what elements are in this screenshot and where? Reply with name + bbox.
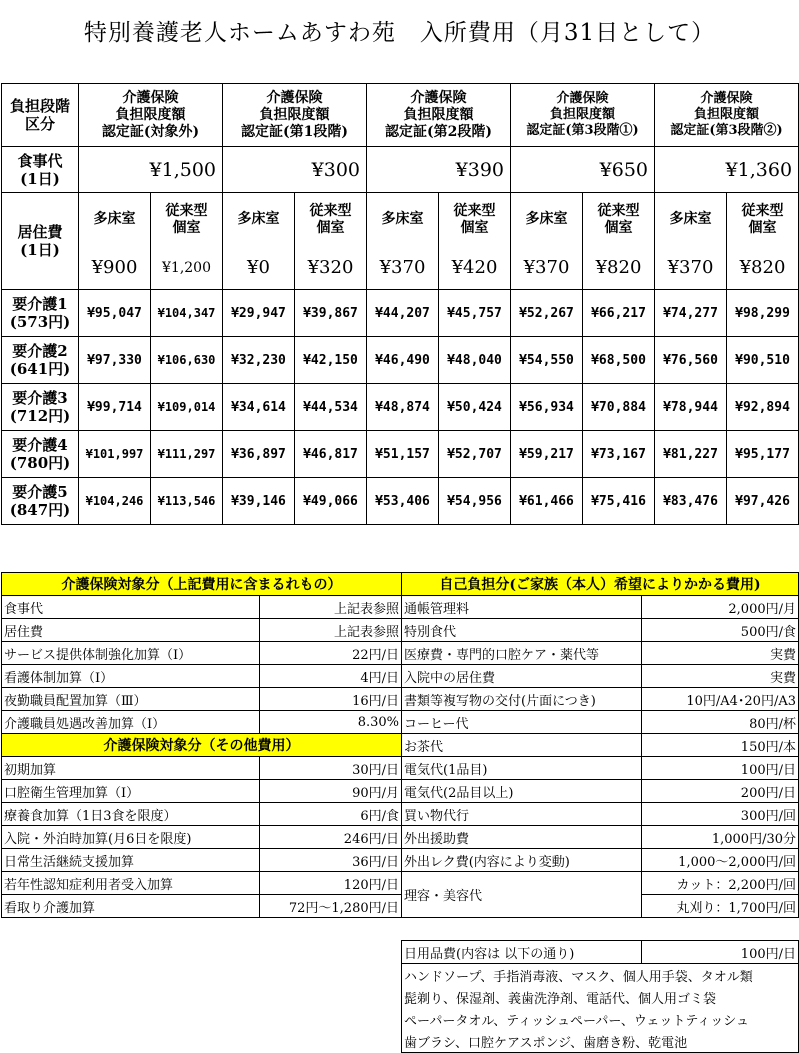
care-value: ¥36,897 bbox=[223, 431, 295, 478]
care-value: ¥70,884 bbox=[583, 384, 655, 431]
room-value: ¥370 bbox=[655, 247, 727, 290]
item-amount: 2,000円/月 bbox=[642, 596, 799, 619]
care-row bbox=[2, 337, 799, 384]
item-name: 介護職員処遇改善加算（Ⅰ） bbox=[2, 711, 260, 734]
care-value: ¥83,476 bbox=[655, 478, 727, 525]
item-name: 書類等複写物の交付(片面につき) bbox=[402, 688, 642, 711]
item-amount: 丸刈り：1,700円/回 bbox=[642, 895, 799, 918]
item-name: 夜勤職員配置加算（Ⅲ） bbox=[2, 688, 260, 711]
care-value: ¥97,330 bbox=[79, 337, 151, 384]
self-pay-table bbox=[401, 572, 799, 1053]
item-amount: 120円/日 bbox=[260, 872, 402, 895]
care-value: ¥73,167 bbox=[583, 431, 655, 478]
room-type-private bbox=[151, 193, 223, 247]
care-value: ¥45,757 bbox=[439, 290, 511, 337]
care-level-line: (641円) bbox=[9, 360, 71, 378]
item-name: 医療費・専門的口腔ケア・薬代等 bbox=[402, 642, 642, 665]
room-type-line: 従来型 bbox=[165, 202, 208, 219]
care-value: ¥54,956 bbox=[439, 478, 511, 525]
item-amount: 200円/日 bbox=[642, 780, 799, 803]
daily-item-line: 歯ブラシ、口腔ケアスポンジ、歯磨き粉、乾電池 bbox=[402, 1030, 799, 1053]
care-level-label bbox=[2, 384, 79, 431]
section-header: 自己負担分(ご家族（本人）希望によりかかる費用) bbox=[402, 573, 799, 596]
item-name: 特別食代 bbox=[402, 619, 642, 642]
item-name: 初期加算 bbox=[2, 757, 260, 780]
col-header-line: 認定証(対象外) bbox=[101, 123, 200, 140]
fee-table bbox=[1, 83, 799, 525]
room-type-line: 個室 bbox=[604, 219, 633, 236]
care-value: ¥101,997 bbox=[79, 431, 151, 478]
care-level-label bbox=[2, 478, 79, 525]
care-value: ¥68,500 bbox=[583, 337, 655, 384]
item-name: 日常生活継続支援加算 bbox=[2, 849, 260, 872]
room-type-line: 個室 bbox=[460, 219, 489, 236]
page-title: 特別養護老人ホームあすわ苑 入所費用（月31日として） bbox=[83, 20, 716, 46]
col-header-line: 負担限度額 bbox=[550, 107, 616, 122]
care-value: ¥74,277 bbox=[655, 290, 727, 337]
care-row bbox=[2, 478, 799, 525]
item-amount: 90円/月 bbox=[260, 780, 402, 803]
care-level-label bbox=[2, 431, 79, 478]
item-name: 若年性認知症利用者受入加算 bbox=[2, 872, 260, 895]
meal-label bbox=[2, 147, 79, 193]
room-type-line: 従来型 bbox=[309, 202, 352, 219]
care-level-line: 要介護3 bbox=[12, 389, 68, 407]
item-name: 入院・外泊時加算(月6日を限度) bbox=[2, 826, 260, 849]
corner-line: 区分 bbox=[24, 115, 55, 133]
item-amount: 実費 bbox=[642, 665, 799, 688]
care-row bbox=[2, 431, 799, 478]
room-type-multi: 多床室 bbox=[655, 193, 727, 247]
care-value: ¥59,217 bbox=[511, 431, 583, 478]
care-value: ¥46,817 bbox=[295, 431, 367, 478]
care-value: ¥39,146 bbox=[223, 478, 295, 525]
care-value: ¥54,550 bbox=[511, 337, 583, 384]
care-value: ¥113,546 bbox=[151, 478, 223, 525]
care-value: ¥66,217 bbox=[583, 290, 655, 337]
room-type-line: 従来型 bbox=[741, 202, 784, 219]
spacer bbox=[402, 918, 642, 941]
col-header-line: 負担限度額 bbox=[694, 107, 760, 122]
col-header-line: 負担限度額 bbox=[115, 106, 186, 123]
room-value: ¥1,200 bbox=[151, 247, 223, 290]
item-name: 看護体制加算（Ⅰ） bbox=[2, 665, 260, 688]
care-value: ¥109,014 bbox=[151, 384, 223, 431]
item-name: コーヒー代 bbox=[402, 711, 642, 734]
corner-line: 負担段階 bbox=[9, 97, 70, 115]
care-value: ¥78,944 bbox=[655, 384, 727, 431]
care-row bbox=[2, 384, 799, 431]
insurance-covered-table bbox=[1, 572, 402, 918]
room-type-multi: 多床室 bbox=[223, 193, 295, 247]
item-amount: 80円/杯 bbox=[642, 711, 799, 734]
col-header bbox=[223, 84, 367, 147]
care-value: ¥81,227 bbox=[655, 431, 727, 478]
care-value: ¥95,177 bbox=[727, 431, 799, 478]
col-header-line: 介護保険 bbox=[122, 89, 179, 106]
care-value: ¥53,406 bbox=[367, 478, 439, 525]
care-value: ¥49,066 bbox=[295, 478, 367, 525]
care-value: ¥44,207 bbox=[367, 290, 439, 337]
item-amount: 上記表参照 bbox=[260, 596, 402, 619]
care-value: ¥48,874 bbox=[367, 384, 439, 431]
item-amount: 1,000～2,000円/回 bbox=[642, 849, 799, 872]
care-value: ¥48,040 bbox=[439, 337, 511, 384]
room-type-multi: 多床室 bbox=[367, 193, 439, 247]
care-level-line: 要介護2 bbox=[12, 342, 68, 360]
item-name: 日用品費(内容は 以下の通り) bbox=[402, 941, 642, 964]
room-type-private bbox=[295, 193, 367, 247]
room-type-line: 従来型 bbox=[597, 202, 640, 219]
item-amount: カット：2,200円/回 bbox=[642, 872, 799, 895]
meal-value: ¥300 bbox=[223, 147, 367, 193]
item-amount: 30円/日 bbox=[260, 757, 402, 780]
room-value: ¥320 bbox=[295, 247, 367, 290]
item-name: 食事代 bbox=[2, 596, 260, 619]
item-amount: 100円/日 bbox=[642, 941, 799, 964]
room-type-private bbox=[727, 193, 799, 247]
care-level-line: (712円) bbox=[9, 407, 71, 425]
meal-value: ¥650 bbox=[511, 147, 655, 193]
item-name: 電気代(2品目以上) bbox=[402, 780, 642, 803]
item-amount: 1,000円/30分 bbox=[642, 826, 799, 849]
care-value: ¥42,150 bbox=[295, 337, 367, 384]
spacer bbox=[642, 918, 799, 941]
section-header: 介護保険対象分（上記費用に含まるれもの） bbox=[2, 573, 402, 596]
room-type-line: 従来型 bbox=[453, 202, 496, 219]
care-value: ¥52,267 bbox=[511, 290, 583, 337]
item-amount: 72円～1,280円/日 bbox=[260, 895, 402, 918]
care-value: ¥34,614 bbox=[223, 384, 295, 431]
room-type-line: 個室 bbox=[316, 219, 345, 236]
care-value: ¥61,466 bbox=[511, 478, 583, 525]
room-value: ¥370 bbox=[367, 247, 439, 290]
item-amount: 上記表参照 bbox=[260, 619, 402, 642]
room-value: ¥820 bbox=[583, 247, 655, 290]
item-amount: 実費 bbox=[642, 642, 799, 665]
care-value: ¥99,714 bbox=[79, 384, 151, 431]
item-amount: 500円/食 bbox=[642, 619, 799, 642]
item-name: 療養食加算（1日3食を限度） bbox=[2, 803, 260, 826]
item-amount: 10円/A4･20円/A3 bbox=[642, 688, 799, 711]
col-header-line: 認定証(第1段階) bbox=[241, 123, 348, 140]
col-header-line: 認定証(第2段階) bbox=[385, 123, 492, 140]
care-level-label bbox=[2, 290, 79, 337]
care-value: ¥44,534 bbox=[295, 384, 367, 431]
care-value: ¥104,347 bbox=[151, 290, 223, 337]
daily-item-line: ハンドソープ、手指消毒液、マスク、個人用手袋、タオル類 bbox=[402, 964, 799, 987]
care-level-line: 要介護5 bbox=[12, 483, 68, 501]
room-value: ¥370 bbox=[511, 247, 583, 290]
room-label-line: (1日) bbox=[20, 241, 60, 259]
care-value: ¥92,894 bbox=[727, 384, 799, 431]
room-value: ¥420 bbox=[439, 247, 511, 290]
room-type-private bbox=[583, 193, 655, 247]
care-value: ¥50,424 bbox=[439, 384, 511, 431]
col-header bbox=[367, 84, 511, 147]
col-header-line: 介護保険 bbox=[556, 91, 609, 106]
care-value: ¥90,510 bbox=[727, 337, 799, 384]
item-name: 理容・美容代 bbox=[402, 872, 642, 918]
daily-item-line: 髭剃り、保湿剤、義歯洗浄剤、電話代、個人用ゴミ袋 bbox=[402, 986, 799, 1008]
item-amount: 100円/日 bbox=[642, 757, 799, 780]
care-level-line: (573円) bbox=[9, 313, 71, 331]
item-name: 居住費 bbox=[2, 619, 260, 642]
col-header bbox=[79, 84, 223, 147]
item-name: 買い物代行 bbox=[402, 803, 642, 826]
col-header-line: 負担限度額 bbox=[259, 106, 330, 123]
care-value: ¥75,416 bbox=[583, 478, 655, 525]
item-amount: 246円/日 bbox=[260, 826, 402, 849]
care-row bbox=[2, 290, 799, 337]
care-level-line: (780円) bbox=[9, 454, 71, 472]
room-type-multi: 多床室 bbox=[79, 193, 151, 247]
care-value: ¥29,947 bbox=[223, 290, 295, 337]
meal-value: ¥1,500 bbox=[79, 147, 223, 193]
care-value: ¥95,047 bbox=[79, 290, 151, 337]
item-amount: 150円/本 bbox=[642, 734, 799, 757]
item-amount: 16円/日 bbox=[260, 688, 402, 711]
item-amount: 300円/回 bbox=[642, 803, 799, 826]
item-name: 口腔衛生管理加算（Ⅰ） bbox=[2, 780, 260, 803]
room-type-multi: 多床室 bbox=[511, 193, 583, 247]
col-header bbox=[511, 84, 655, 147]
room-label bbox=[2, 193, 79, 290]
section-header: 介護保険対象分（その他費用） bbox=[2, 734, 402, 757]
room-value: ¥820 bbox=[727, 247, 799, 290]
room-type-private bbox=[439, 193, 511, 247]
item-name: 外出援助費 bbox=[402, 826, 642, 849]
col-header-line: 介護保険 bbox=[410, 89, 467, 106]
care-value: ¥32,230 bbox=[223, 337, 295, 384]
care-value: ¥39,867 bbox=[295, 290, 367, 337]
meal-value: ¥390 bbox=[367, 147, 511, 193]
item-amount: 6円/食 bbox=[260, 803, 402, 826]
daily-item-line: ペーパータオル、ティッシュペーパー、ウェットティッシュ bbox=[402, 1008, 799, 1030]
care-value: ¥97,426 bbox=[727, 478, 799, 525]
care-value: ¥51,157 bbox=[367, 431, 439, 478]
col-header-line: 認定証(第3段階②) bbox=[670, 123, 783, 138]
care-value: ¥56,934 bbox=[511, 384, 583, 431]
care-value: ¥106,630 bbox=[151, 337, 223, 384]
care-value: ¥104,246 bbox=[79, 478, 151, 525]
item-amount: 22円/日 bbox=[260, 642, 402, 665]
item-amount: 36円/日 bbox=[260, 849, 402, 872]
care-level-line: 要介護1 bbox=[12, 295, 68, 313]
item-name: 通帳管理料 bbox=[402, 596, 642, 619]
meal-label-line: 食事代 bbox=[17, 151, 63, 170]
care-value: ¥52,707 bbox=[439, 431, 511, 478]
care-value: ¥46,490 bbox=[367, 337, 439, 384]
corner-header bbox=[2, 84, 79, 147]
col-header-line: 介護保険 bbox=[700, 91, 753, 106]
meal-value: ¥1,360 bbox=[655, 147, 799, 193]
item-name: 入院中の居住費 bbox=[402, 665, 642, 688]
room-label-line: 居住費 bbox=[17, 223, 63, 241]
care-value: ¥76,560 bbox=[655, 337, 727, 384]
item-name: 電気代(1品目) bbox=[402, 757, 642, 780]
care-level-line: (847円) bbox=[9, 501, 71, 519]
item-amount: 8.30% bbox=[260, 711, 402, 734]
care-level-label bbox=[2, 337, 79, 384]
item-name: サービス提供体制強化加算（Ⅰ） bbox=[2, 642, 260, 665]
item-name: 看取り介護加算 bbox=[2, 895, 260, 918]
room-type-line: 個室 bbox=[172, 219, 201, 236]
care-level-line: 要介護4 bbox=[12, 436, 68, 454]
col-header-line: 認定証(第3段階①) bbox=[526, 123, 639, 138]
col-header-line: 負担限度額 bbox=[403, 106, 474, 123]
col-header bbox=[655, 84, 799, 147]
col-header-line: 介護保険 bbox=[266, 89, 323, 106]
item-name: 外出レク費(内容により変動) bbox=[402, 849, 642, 872]
room-type-line: 個室 bbox=[748, 219, 777, 236]
item-name: お茶代 bbox=[402, 734, 642, 757]
meal-label-line: (1日) bbox=[20, 169, 60, 188]
care-value: ¥111,297 bbox=[151, 431, 223, 478]
item-amount: 4円/日 bbox=[260, 665, 402, 688]
room-value: ¥0 bbox=[223, 247, 295, 290]
care-value: ¥98,299 bbox=[727, 290, 799, 337]
room-value: ¥900 bbox=[79, 247, 151, 290]
